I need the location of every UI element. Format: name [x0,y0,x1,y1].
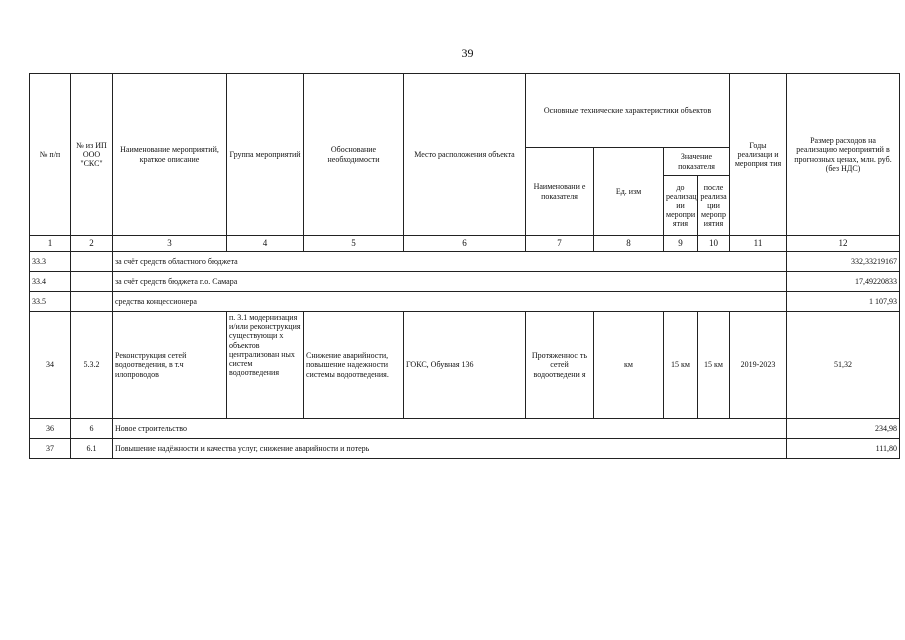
row-name: Повышение надёжности и качества услуг, снижение аварийности и потерь [113,439,787,459]
page-number: 39 [461,46,474,60]
row-years: 2019-2023 [730,312,787,419]
header-before: до реализац ии меропри ятия [664,176,698,236]
row-place: ГОКС, Обувная 136 [404,312,526,419]
header-no: № п/п [30,74,71,236]
header-after: после реализа ции меропр иятия [698,176,730,236]
row-no: 33.5 [30,292,71,312]
row-before: 15 км [664,312,698,419]
row-ip-no [71,292,113,312]
measures-table [29,73,900,459]
column-number: 1 [30,236,71,252]
row-reason: Снижение аварийности, повышение надежности системы водоотведения. [304,312,404,419]
row-name: за счёт средств бюджета г.о. Самара [113,272,787,292]
header-indicator: Наименовани е показателя [526,148,594,236]
column-number: 5 [304,236,404,252]
table-row-34 [30,312,900,419]
row-name: Реконструкция сетей водоотведения, в т.ч илопроводов [113,312,227,419]
column-number: 3 [113,236,227,252]
header-place: Место расположения объекта [404,74,526,236]
row-group: п. 3.1 модернизация и/или реконструкция существующи х объектов централизован ных систем водоотведения [227,312,304,419]
header-group: Группа мероприятий [227,74,304,236]
column-number-row [30,236,900,252]
row-amount: 234,98 [787,419,900,439]
header-value-group: Значение показателя [664,148,730,176]
header-reason: Обоснование необходимости [304,74,404,236]
header-ip-no: № из ИП ООО "СКС" [71,74,113,236]
header-unit: Ед. изм [594,148,664,236]
row-ip-no: 5.3.2 [71,312,113,419]
row-unit: км [594,312,664,419]
header-measure-name: Наименование мероприятий, краткое описание [113,74,227,236]
table-row [30,252,900,272]
row-amount: 111,80 [787,439,900,459]
row-amount: 17,49220833 [787,272,900,292]
column-number: 4 [227,236,304,252]
column-number: 7 [526,236,594,252]
row-ip-no: 6 [71,419,113,439]
column-number: 8 [594,236,664,252]
table-row [30,272,900,292]
row-ip-no [71,252,113,272]
row-name: за счёт средств областного бюджета [113,252,787,272]
header-years: Годы реализаци и мероприя тия [730,74,787,236]
row-name: средства концессионера [113,292,787,312]
header-amount: Размер расходов на реализацию мероприятий в прогнозных ценах, млн. руб. (без НДС) [787,74,900,236]
row-amount: 1 107,93 [787,292,900,312]
row-no: 36 [30,419,71,439]
column-number: 2 [71,236,113,252]
table-row [30,292,900,312]
row-ip-no: 6.1 [71,439,113,459]
row-no: 37 [30,439,71,459]
header-tech-group: Основные технические характеристики объектов [526,74,730,148]
column-number: 6 [404,236,526,252]
row-name: Новое строительство [113,419,787,439]
row-amount: 332,33219167 [787,252,900,272]
row-after: 15 км [698,312,730,419]
column-number: 12 [787,236,900,252]
row-no: 33.4 [30,272,71,292]
column-number: 10 [698,236,730,252]
row-amount: 51,32 [787,312,900,419]
table-row [30,419,900,439]
row-ip-no [71,272,113,292]
column-number: 11 [730,236,787,252]
row-no: 33.3 [30,252,71,272]
column-number: 9 [664,236,698,252]
row-no: 34 [30,312,71,419]
table-row [30,439,900,459]
row-indicator: Протяженнос ть сетей водоотведени я [526,312,594,419]
